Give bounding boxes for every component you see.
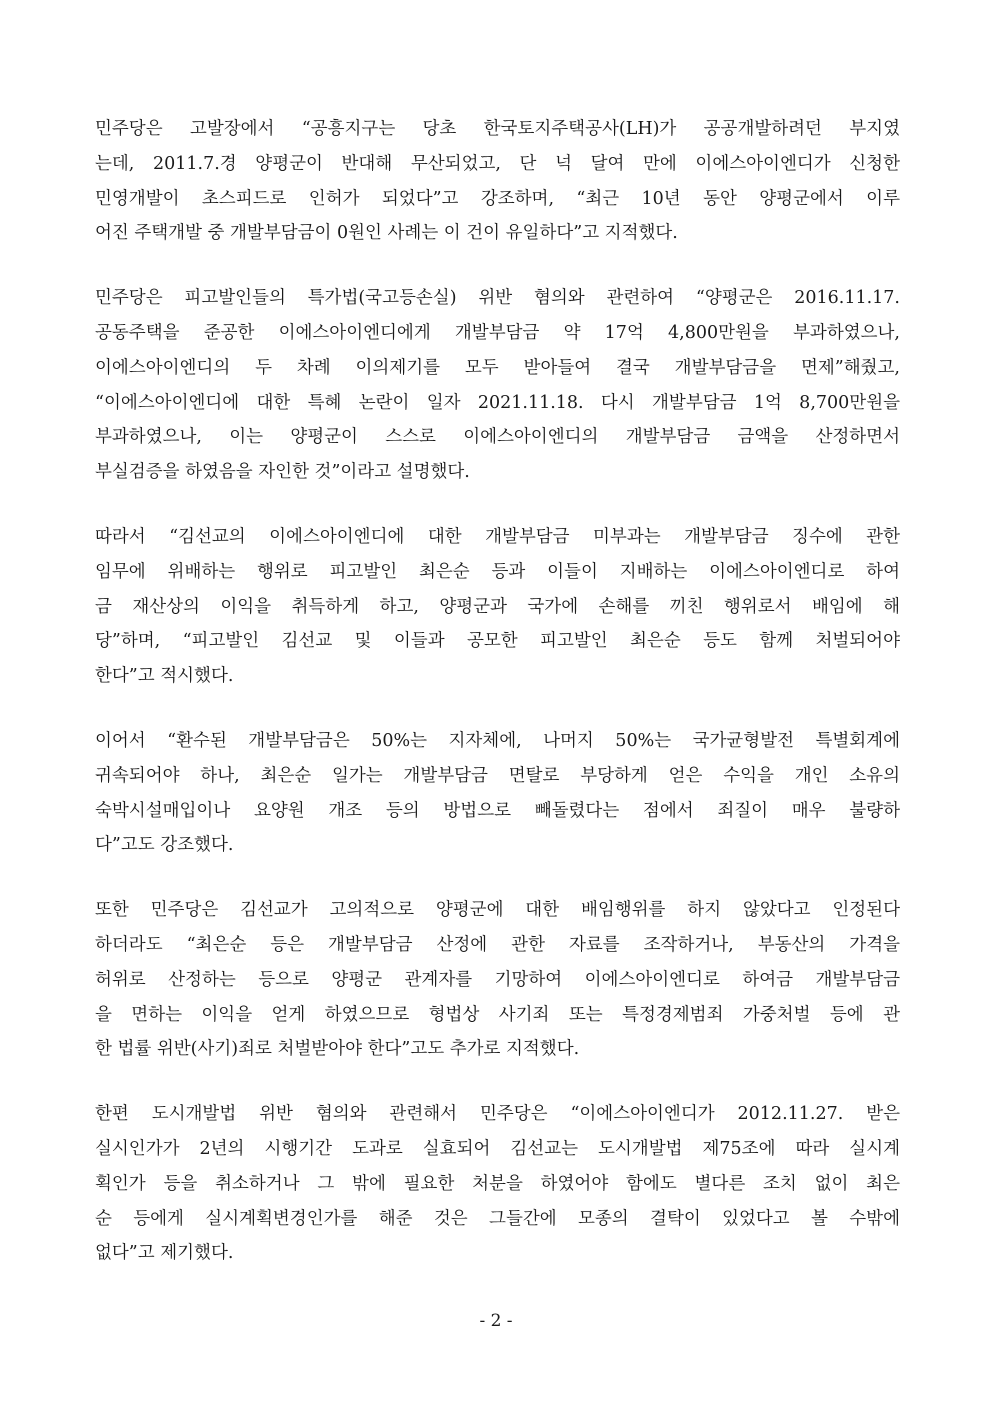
- text-line: 다”고도 강조했다.: [95, 835, 234, 856]
- text-line: 또한 민주당은 김선교가 고의적으로 양평군에 대한 배임행위를 하지 않았다고 인정된다: [95, 900, 900, 921]
- paragraph: [95, 281, 900, 490]
- paragraph: [95, 1097, 900, 1271]
- text-line: 따라서 “김선교의 이에스아이엔디에 대한 개발부담금 미부과는 개발부담금 징수에 관한: [95, 526, 900, 547]
- text-line: 실시인가가 2년의 시행기간 도과로 실효되어 김선교는 도시개발법 제75조에 따라 실시계: [95, 1138, 900, 1159]
- text-line: 허위로 산정하는 등으로 양평군 관계자를 기망하여 이에스아이엔디로 하여금 개발부담금: [95, 969, 900, 990]
- text-line: 금 재산상의 이익을 취득하게 하고, 양평군과 국가에 손해를 끼친 행위로서 배임에 해: [95, 596, 900, 617]
- page-number: - 2 -: [479, 1311, 513, 1331]
- text-line: 민주당은 피고발인들의 특가법(국고등손실) 위반 혐의와 관련하여 “양평군은 2016.11.17.: [95, 288, 900, 309]
- text-line: 하더라도 “최은순 등은 개발부담금 산정에 관한 자료를 조작하거나, 부동산의 가격을: [95, 934, 900, 955]
- document-body: [95, 112, 900, 1301]
- text-line: 어진 주택개발 중 개발부담금이 0원인 사례는 이 건이 유일하다”고 지적했다.: [95, 223, 678, 244]
- text-line: 부실검증을 하였음을 자인한 것”이라고 설명했다.: [95, 462, 470, 483]
- text-line: 귀속되어야 하나, 최은순 일가는 개발부담금 면탈로 부당하게 얻은 수익을 개인 소유의: [95, 765, 900, 786]
- paragraph: [95, 724, 900, 863]
- text-line: 민영개발이 초스피드로 인허가 되었다”고 강조하며, “최근 10년 동안 양평군에서 이루: [95, 188, 900, 209]
- text-line: 이어서 “환수된 개발부담금은 50%는 지자체에, 나머지 50%는 국가균형발전 특별회계에: [95, 730, 900, 751]
- text-line: 한편 도시개발법 위반 혐의와 관련해서 민주당은 “이에스아이엔디가 2012.11.27. 받은: [95, 1104, 900, 1125]
- text-line: 획인가 등을 취소하거나 그 밖에 필요한 처분을 하였어야 함에도 별다른 조치 없이 최은: [95, 1173, 900, 1194]
- text-line: 숙박시설매입이나 요양원 개조 등의 방법으로 빼돌렸다는 점에서 죄질이 매우 불량하: [95, 800, 900, 821]
- text-line: 한다”고 적시했다.: [95, 666, 234, 687]
- text-line: 을 면하는 이익을 얻게 하였으므로 형법상 사기죄 또는 특정경제범죄 가중처벌 등에 관: [95, 1004, 900, 1025]
- text-line: 부과하였으나, 이는 양평군이 스스로 이에스아이엔디의 개발부담금 금액을 산정하면서: [95, 427, 900, 448]
- text-line: 이에스아이엔디의 두 차례 이의제기를 모두 받아들여 결국 개발부담금을 면제”해줬고,: [95, 357, 900, 378]
- text-line: 한 법률 위반(사기)죄로 처벌받아야 한다”고도 추가로 지적했다.: [95, 1039, 580, 1060]
- text-line: 순 등에게 실시계획변경인가를 해준 것은 그들간에 모종의 결탁이 있었다고 볼 수밖에: [95, 1208, 900, 1229]
- text-line: 민주당은 고발장에서 “공흥지구는 당초 한국토지주택공사(LH)가 공공개발하려던 부지였: [95, 119, 900, 139]
- text-line: 당”하며, “피고발인 김선교 및 이들과 공모한 피고발인 최은순 등도 함께 처벌되어야: [95, 631, 900, 652]
- text-line: “이에스아이엔디에 대한 특혜 논란이 일자 2021.11.18. 다시 개발부담금 1억 8,700만원을: [95, 392, 900, 413]
- text-line: 없다”고 제기했다.: [95, 1243, 234, 1264]
- text-line: 는데, 2011.7.경 양평군이 반대해 무산되었고, 단 넉 달여 만에 이에스아이엔디가 신청한: [95, 153, 900, 174]
- paragraph: [95, 893, 900, 1067]
- paragraph: [95, 112, 900, 251]
- text-line: 임무에 위배하는 행위로 피고발인 최은순 등과 이들이 지배하는 이에스아이엔디로 하여: [95, 561, 900, 582]
- text-line: 공동주택을 준공한 이에스아이엔디에게 개발부담금 약 17억 4,800만원을 부과하였으나,: [95, 322, 900, 343]
- paragraph: [95, 520, 900, 694]
